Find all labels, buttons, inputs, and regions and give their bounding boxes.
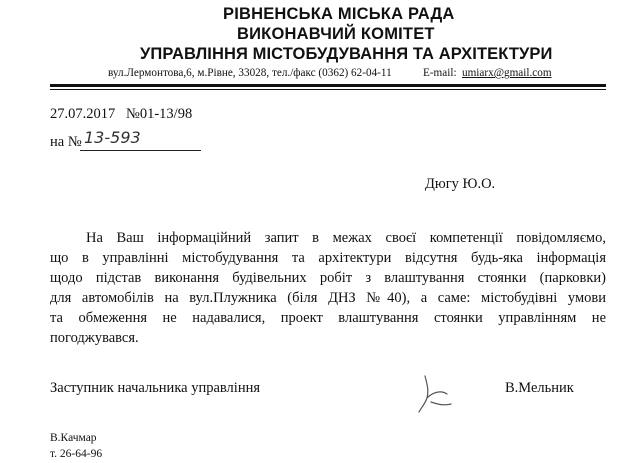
body-line: та обмеження не надавалися, проект влаштування стоянки управлінням не bbox=[50, 310, 606, 326]
recipient-name: Дюгу Ю.О. bbox=[425, 176, 496, 192]
org-name: РІВНЕНСЬКА МІСЬКА РАДА bbox=[223, 5, 455, 23]
letterhead-address: вул.Лермонтова,6, м.Рівне, 33028, тел./факс (0362) 62-04-11 bbox=[108, 67, 392, 79]
body-line: погоджувався. bbox=[50, 330, 139, 346]
letterhead-rule-thick bbox=[50, 84, 606, 87]
executor-phone: т. 26-64-96 bbox=[50, 448, 103, 460]
committee-name: ВИКОНАВЧИЙ КОМІТЕТ bbox=[237, 25, 435, 43]
incoming-number-label: на № bbox=[50, 134, 82, 150]
handwritten-signature bbox=[415, 370, 455, 418]
outgoing-date: 27.07.2017 bbox=[50, 106, 116, 122]
department-name: УПРАВЛІННЯ МІСТОБУДУВАННЯ ТА АРХІТЕКТУРИ bbox=[140, 45, 553, 63]
executor-name: В.Качмар bbox=[50, 432, 97, 444]
body-line: для автомобілів на вул.Плужника (біля ДНЗ №40), а саме: містобудівні умови bbox=[50, 290, 606, 306]
email-label: E-mail: bbox=[423, 67, 457, 79]
body-line: щодо підстав виконання будівельних робіт з влаштування стоянки (парковки) bbox=[50, 270, 606, 286]
signatory-position: Заступник начальника управління bbox=[50, 380, 261, 396]
body-line: На Ваш інформаційний запит в межах своєї компетенції повідомляємо, bbox=[86, 230, 606, 246]
outgoing-number: №01-13/98 bbox=[126, 106, 193, 122]
email-link[interactable]: umiarx@gmail.com bbox=[462, 67, 552, 79]
signatory-name: В.Мельник bbox=[505, 380, 574, 396]
incoming-number-underline bbox=[80, 150, 201, 151]
letterhead-rule-thin bbox=[50, 89, 606, 90]
incoming-number-handwritten: 13-593 bbox=[84, 128, 141, 147]
body-line: що в управлінні містобудування та архітектури відсутня будь-яка інформація bbox=[50, 250, 606, 266]
